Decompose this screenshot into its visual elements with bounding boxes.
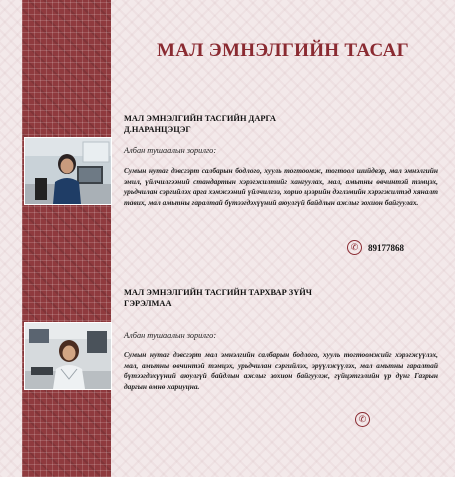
- staff-1-description: Сумын нутаг дэвсгэрт салбарын бодлого, хууль тогтоомж, тогтоол шийдвэр, мал эмнэлгийн эмил, үйлчилгээний стандартын хэрэгжилтийг хангуулах, мал, амьтны өвчинтэй тэмцэх, урьдчилан сэргийлэх арга хэмжээний үйлчилгээ, хорио цээрийн дэглэмийн хэрэгжилтэд хяналт тавих, мал амьтны гаралтай бүтээгдэхүүний аюулгүй байдлын ажлыг зохион байгуулах.: [124, 166, 438, 207]
- staff-1-heading: МАЛ ЭМНЭЛГИЙН ТАСГИЙН ДАРГА Д.НАРАНЦЭЦЭГ: [124, 114, 276, 134]
- phone-icon: ✆: [347, 240, 362, 255]
- decorative-sidebar-pattern: [22, 0, 111, 477]
- staff-1-photo: [24, 137, 112, 205]
- staff-1-photo-image: [25, 138, 111, 204]
- staff-1-phone-row: [347, 240, 404, 255]
- phone-icon: ✆: [355, 412, 370, 427]
- staff-2-photo: [24, 322, 112, 390]
- page-title: МАЛ ЭМНЭЛГИЙН ТАСАГ: [157, 40, 409, 61]
- staff-1-duty-label: Албан тушаалын зорилго:: [124, 146, 217, 155]
- staff-2-phone-row: [355, 412, 376, 427]
- staff-2-heading: МАЛ ЭМНЭЛГИЙН ТАСГИЙН ТАРХВАР ЗҮЙЧ ГЭРЭЛМАА: [124, 288, 312, 308]
- staff-1-phone-number: 89177868: [368, 242, 404, 253]
- staff-2-photo-image: [25, 323, 111, 389]
- staff-2-duty-label: Албан тушаалын зорилго:: [124, 331, 217, 340]
- staff-2-description: Сумын нутаг дэвсгэрт мал эмнэлгийн салбарын бодлого, хууль тогтоомжийг хэрэгжүүлэх, мал, амьтны өвчинтэй тэмцэх, урьдчилан сэргийлэх, эрүүлжүүлэх, мал амьтны гаралтай бүтээгдэхүүний аюулгүй байдлын ажлыг зохион байгуулж, гүйцэтгэлийн үр дүнг Газрын даргын өмнө хариуцна.: [124, 350, 438, 391]
